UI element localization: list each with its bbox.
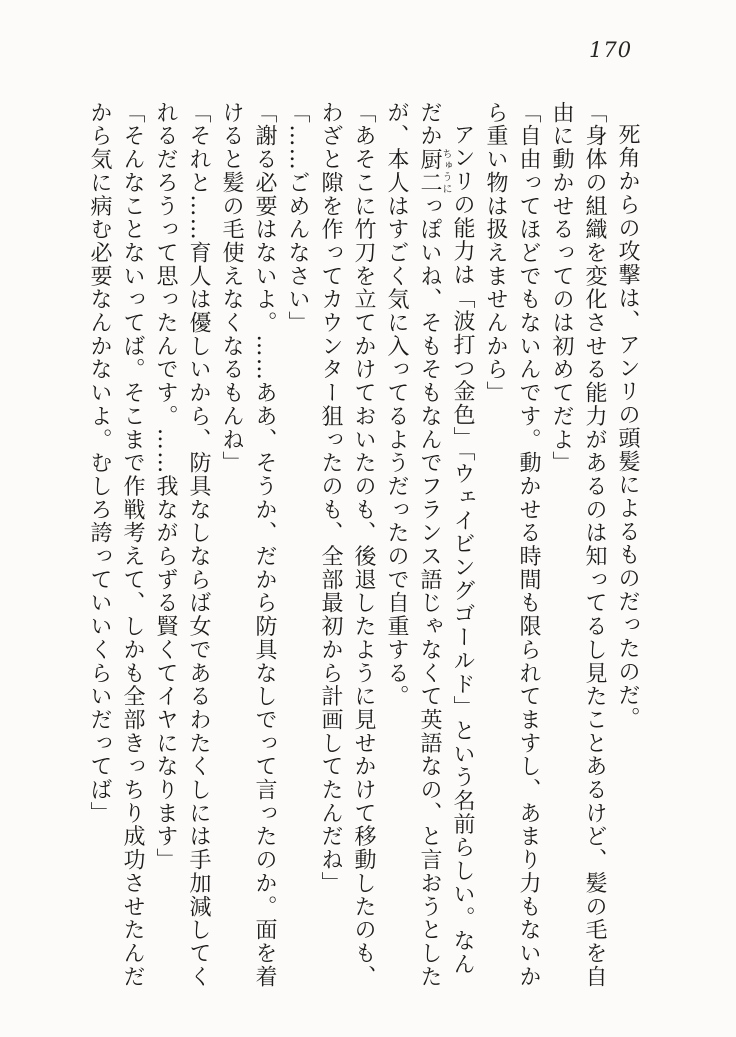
paragraph: アンリの能力は「波打つ金色」「ウェイビングゴールド」という名前らしい。なんだか厨二ちゅうにっぽいね、そもそもなんでフランス語じゃなくて英語なの、と言おうとしたが、本人はすごく気に入ってるようだったので自重する。 xyxy=(384,101,475,989)
paragraph: 「それと……育人は優しいから、防具なしならば女であるわたくしには手加減してくれるだろうって思ったんです。……我ながらずる賢くてイヤになります」 xyxy=(153,101,211,989)
furigana: ちゅうに xyxy=(440,147,451,195)
vertical-text-area xyxy=(83,101,644,991)
page-number: 170 xyxy=(589,38,633,62)
paragraph: 死角からの攻撃は、アンリの頭髪によるものだったのだ。 xyxy=(615,123,640,731)
ruby-annotated-word: 厨二ちゅうに xyxy=(417,147,451,195)
paragraph: 「あそこに竹刀を立てかけておいたのも、後退したように見せかけて移動したのも、わざと隙を作ってカウンター狙ったのも、全部最初から計画してたんだね」 xyxy=(318,101,376,989)
paragraph: 「そんなことないってば。そこまで作戦考えて、しかも全部きっちり成功させたんだから気に病む必要なんかないよ。むしろ誇っていいくらいだってば」 xyxy=(87,101,145,989)
paragraph: 「謝る必要はないよ。……ああ、そうか、だから防具なしでって言ったのか。面を着けると髪の毛使えなくなるもんね」 xyxy=(219,101,277,989)
paragraph: 「身体の組織を変化させる能力があるのは知ってるし見たことあるけど、髪の毛を自由に動かせるってのは初めてだよ」 xyxy=(549,101,607,989)
paragraph: 「……ごめんなさい」 xyxy=(285,101,310,335)
paragraph: 「自由ってほどでもないんです。動かせる時間も限られてますし、あまり力もないから重い物は扱えませんから」 xyxy=(483,101,541,989)
